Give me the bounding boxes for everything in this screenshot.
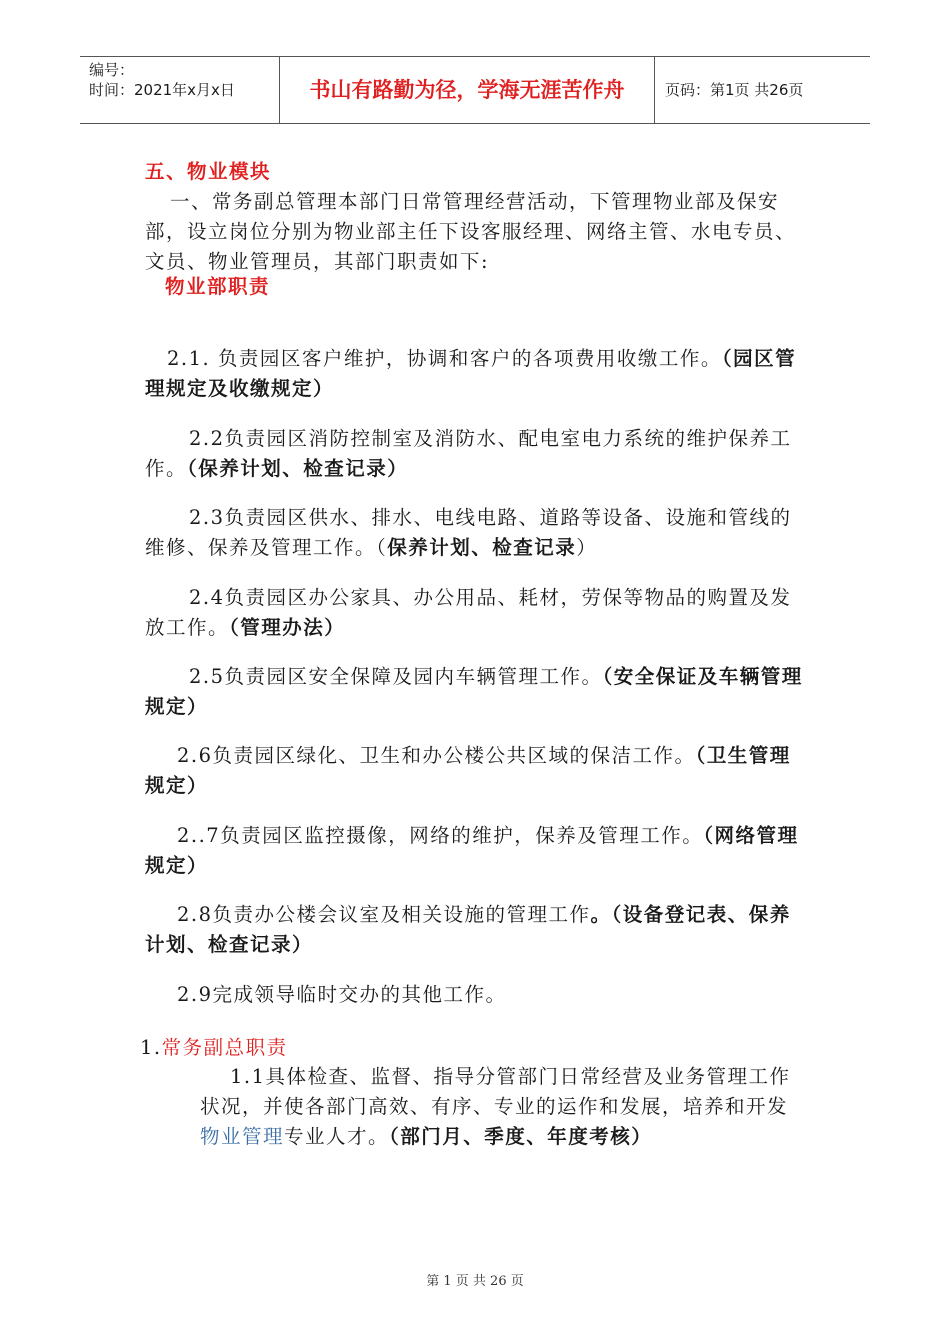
- header-motto: 书山有路勤为径，学海无涯苦作舟: [280, 57, 655, 123]
- duty-item: 2.2负责园区消防控制室及消防水、配电室电力系统的维护保养工作。（保养计划、检查记录）: [145, 427, 792, 480]
- intro-paragraph: 一、常务副总管理本部门日常管理经营活动，下管理物业部及保安部，设立岗位分别为物业部主任下设客服经理、网络主管、水电专员、文员、物业管理员，其部门职责如下:: [145, 190, 797, 273]
- section1-heading: [140, 1033, 800, 1063]
- duty-item: 2.9完成领导临时交办的其他工作。: [177, 983, 507, 1006]
- duty-item: 2.3负责园区供水、排水、电线电路、道路等设备、设施和管线的维修、保养及管理工作。（保养计划、检查记录）: [145, 506, 792, 559]
- header-page-info: 页码：第1页 共26页: [665, 81, 804, 99]
- time-label: 时间：2021年x月x日: [89, 81, 235, 99]
- subtitle: 物业部职责: [165, 275, 271, 298]
- section1-title: 常务副总职责: [161, 1036, 288, 1059]
- duty-item: 2.1. 负责园区客户维护，协调和客户的各项费用收缴工作。（园区管理规定及收缴规定）: [145, 347, 797, 400]
- document-header: [80, 56, 870, 124]
- page-footer: 第 1 页 共 26 页: [426, 1274, 524, 1289]
- duty-item: 2..7负责园区监控摄像，网络的维护，保养及管理工作。（网络管理规定）: [145, 824, 799, 877]
- section-title: 五、物业模块: [145, 160, 272, 183]
- duty-item: 2.5负责园区安全保障及园内车辆管理工作。（安全保证及车辆管理规定）: [145, 665, 803, 718]
- duty-item: 2.8负责办公楼会议室及相关设施的管理工作。（设备登记表、保养计划、检查记录）: [145, 903, 791, 956]
- property-management-link[interactable]: 物业管理: [200, 1125, 285, 1148]
- duty-item: 2.4负责园区办公家具、办公用品、耗材，劳保等物品的购置及发放工作。（管理办法）: [145, 586, 792, 639]
- header-meta: [80, 57, 280, 123]
- section1-paragraph: 1.1具体检查、监督、指导分管部门日常经营及业务管理工作状况，并使各部门高效、有序、专业的运作和发展，培养和开发物业管理专业人才。（部门月、季度、年度考核）: [200, 1065, 791, 1148]
- number-label: 编号：: [89, 61, 135, 79]
- section1-number: 1.: [140, 1036, 162, 1059]
- duty-item: 2.6负责园区绿化、卫生和办公楼公共区域的保洁工作。（卫生管理规定）: [145, 744, 791, 797]
